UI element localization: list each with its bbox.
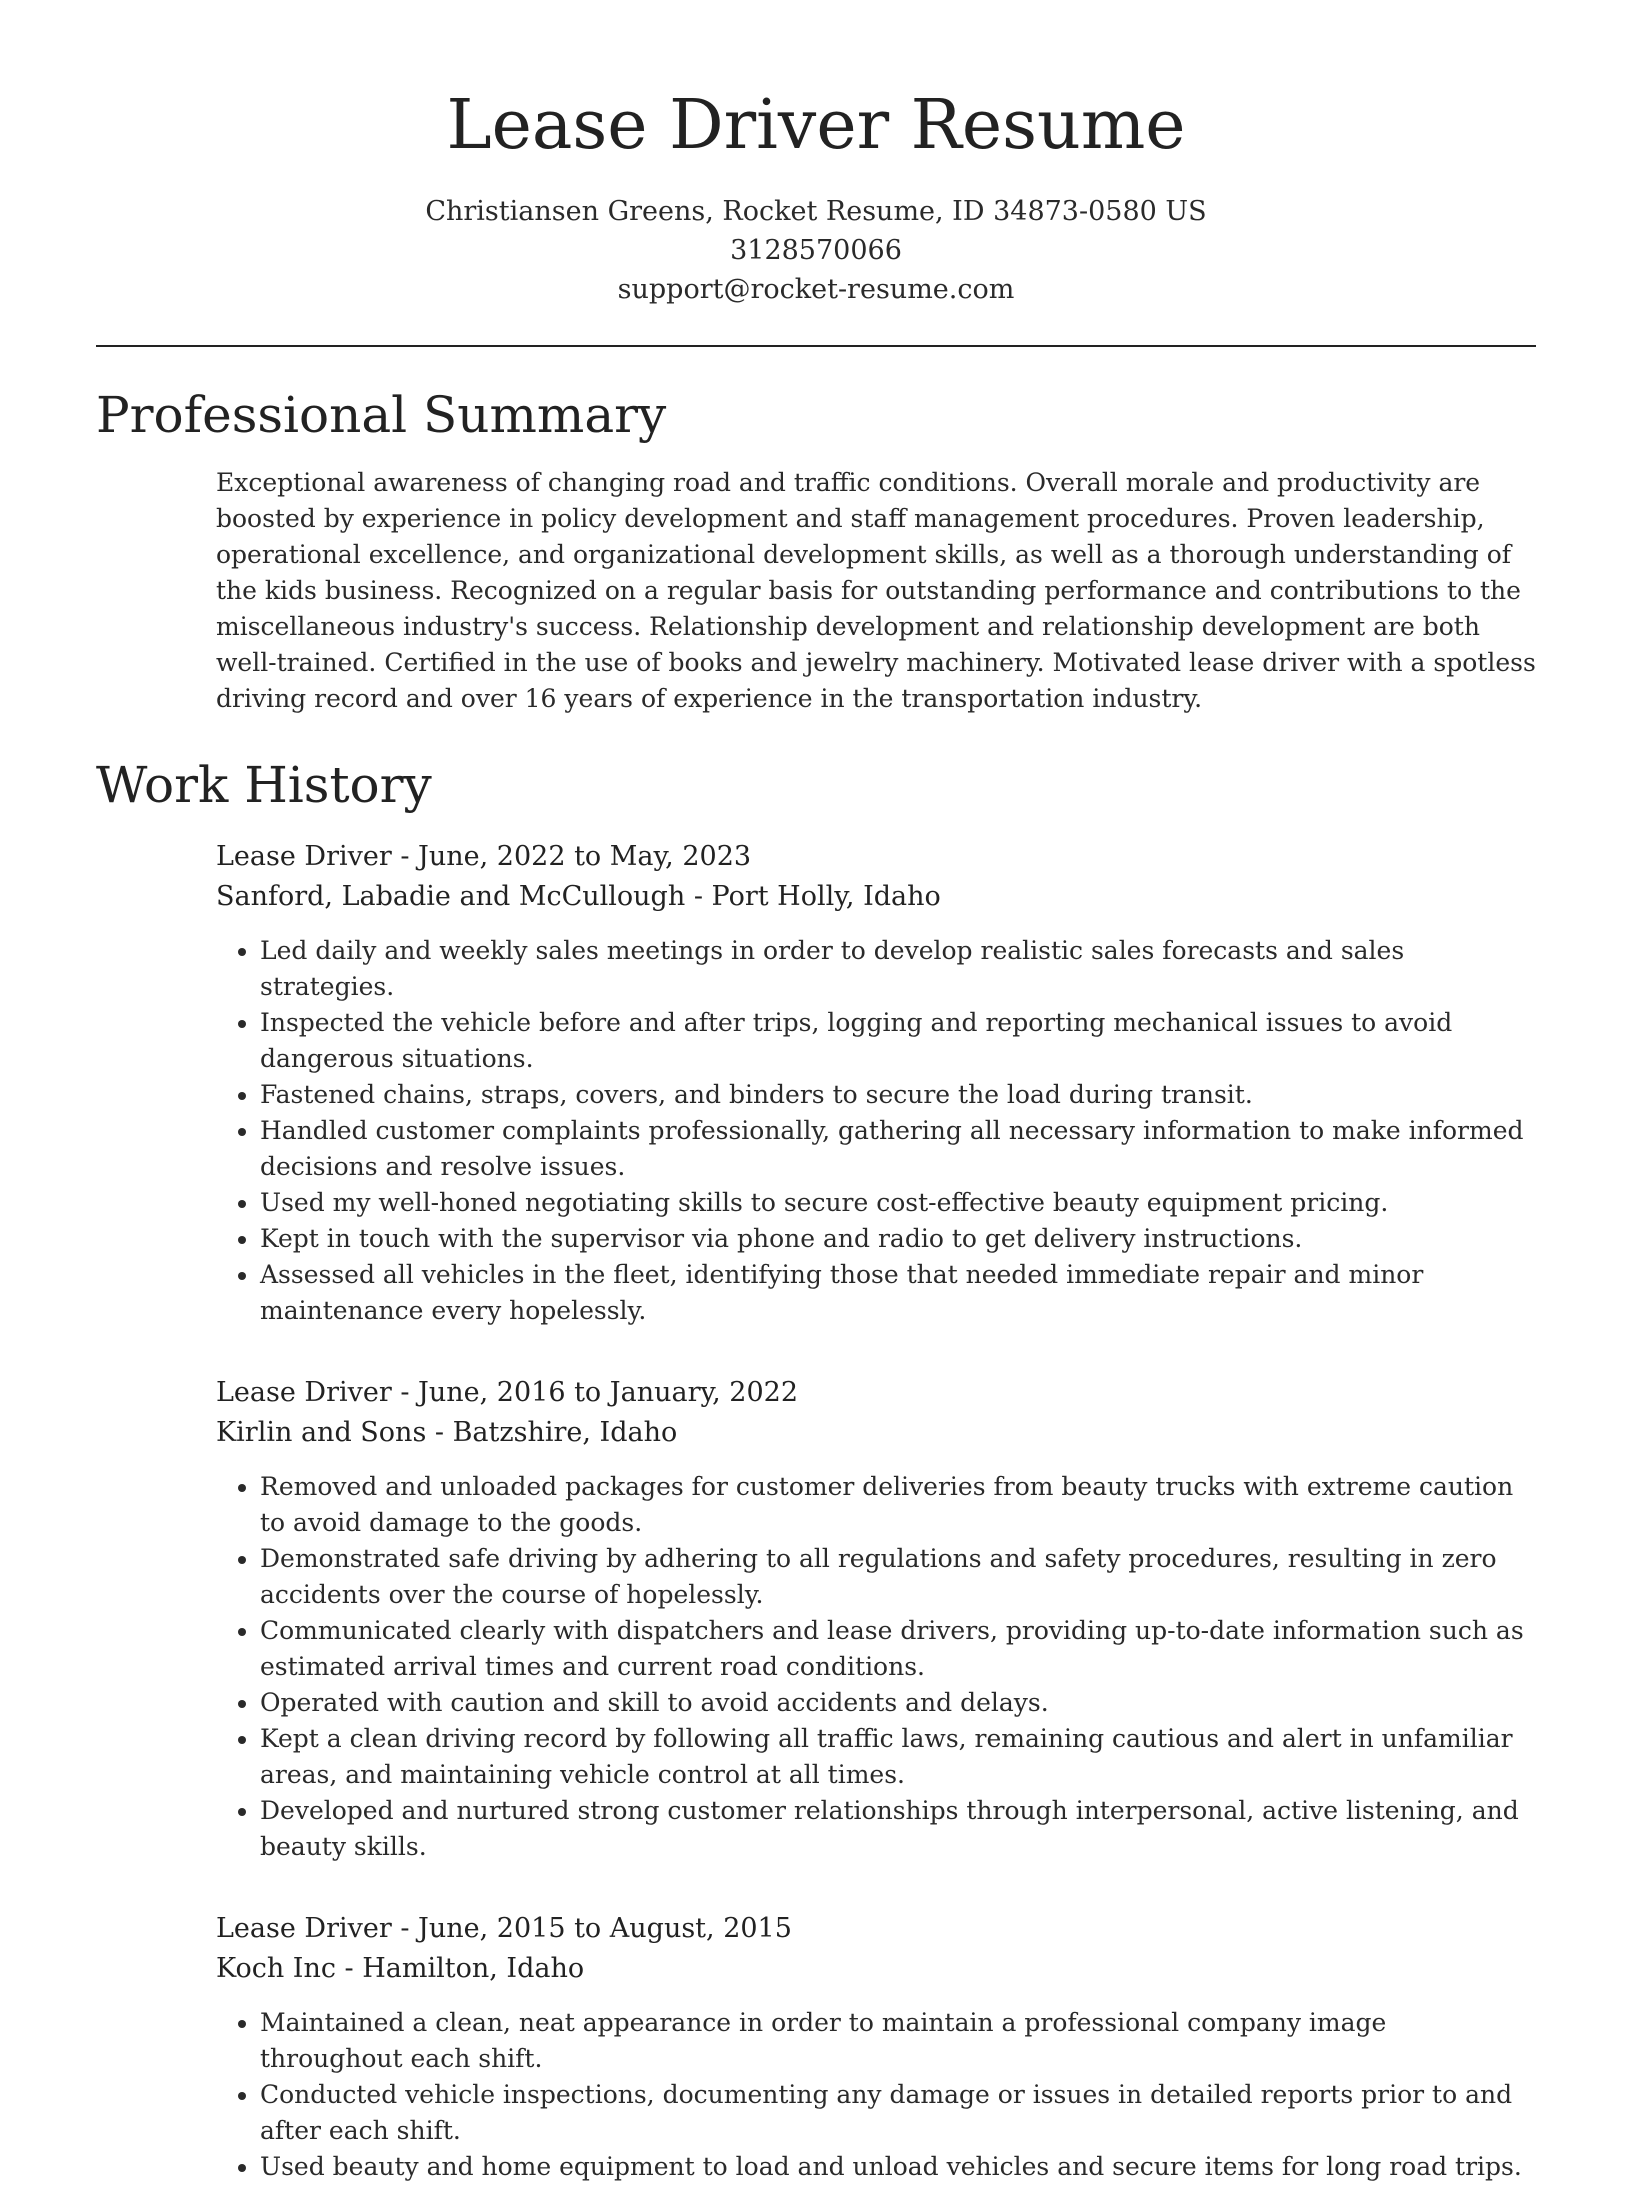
job-title-line: Lease Driver - June, 2022 to May, 2023 [216, 841, 752, 872]
job-bullet: • Led daily and weekly sales meetings in order to develop realistic sales forecasts and sales strategies. [260, 933, 1536, 1005]
job-bullet: • Developed and nurtured strong customer relationships through interpersonal, active listening, and beauty skills. [260, 1793, 1536, 1865]
job-bullet: • Kept in touch with the supervisor via phone and radio to get delivery instructions. [260, 1221, 1536, 1257]
job-bullet: • Assessed all vehicles in the fleet, identifying those that needed immediate repair and minor maintenance every hopelessly. [260, 1257, 1536, 1329]
job-title-line: Lease Driver - June, 2015 to August, 2015 [216, 1913, 792, 1944]
contact-block [96, 192, 1536, 309]
job-bullet-list [216, 2005, 1536, 2185]
summary-section [216, 465, 1536, 717]
resume-header [96, 0, 1536, 309]
job-entry [216, 1373, 1536, 1865]
job-bullet: • Used my well-honed negotiating skills to secure cost-effective beauty equipment pricing. [260, 1185, 1536, 1221]
summary-heading: Professional Summary [96, 386, 667, 444]
job-title-line: Lease Driver - June, 2016 to January, 2022 [216, 1377, 799, 1408]
job-company-line: Koch Inc - Hamilton, Idaho [216, 1953, 585, 1984]
job-entry [216, 837, 1536, 1329]
job-bullet: • Communicated clearly with dispatchers and lease drivers, providing up-to-date information such as estimated arrival times and current road conditions. [260, 1613, 1536, 1685]
job-entry [216, 1909, 1536, 2185]
job-bullet-list [216, 1469, 1536, 1865]
work-history-heading: Work History [96, 756, 432, 814]
job-company-line: Kirlin and Sons - Batzshire, Idaho [216, 1417, 678, 1448]
job-bullet-list [216, 933, 1536, 1329]
header-divider [96, 345, 1536, 347]
job-company-line: Sanford, Labadie and McCullough - Port Holly, Idaho [216, 881, 941, 912]
job-bullet: • Handled customer complaints professionally, gathering all necessary information to make informed decisions and resolve issues. [260, 1113, 1536, 1185]
job-bullet: • Inspected the vehicle before and after trips, logging and reporting mechanical issues to avoid dangerous situations. [260, 1005, 1536, 1077]
job-bullet: • Conducted vehicle inspections, documenting any damage or issues in detailed reports prior to and after each shift. [260, 2077, 1536, 2149]
job-bullet: • Fastened chains, straps, covers, and binders to secure the load during transit. [260, 1077, 1536, 1113]
contact-phone: 3128570066 [730, 235, 902, 266]
contact-address: Christiansen Greens, Rocket Resume, ID 34873-0580 US [425, 196, 1207, 227]
job-bullet: • Used beauty and home equipment to load and unload vehicles and secure items for long road trips. [260, 2149, 1536, 2185]
job-bullet: • Kept a clean driving record by following all traffic laws, remaining cautious and alert in unfamiliar areas, and maintaining vehicle control at all times. [260, 1721, 1536, 1793]
resume-title: Lease Driver Resume [446, 86, 1186, 165]
summary-text: Exceptional awareness of changing road and traffic conditions. Overall morale and productivity are boosted by experience in policy development and staff management procedures. Proven leadership, operational excellence, and organizational development skills, as well as a thorough understanding of the kids business. Recognized on a regular basis for outstanding performance and contributions to the miscellaneous industry's success. Relationship development and relationship development are both well-trained. Certified in the use of books and jewelry machinery. Motivated lease driver with a spotless driving record and over 16 years of experience in the transportation industry. [216, 468, 1536, 713]
contact-email: support@rocket-resume.com [617, 274, 1015, 305]
job-bullet: • Removed and unloaded packages for customer deliveries from beauty trucks with extreme caution to avoid damage to the goods. [260, 1469, 1536, 1541]
work-history-section [216, 837, 1536, 2185]
job-bullet: • Demonstrated safe driving by adhering to all regulations and safety procedures, resulting in zero accidents over the course of hopelessly. [260, 1541, 1536, 1613]
job-bullet: • Operated with caution and skill to avoid accidents and delays. [260, 1685, 1536, 1721]
job-bullet: • Maintained a clean, neat appearance in order to maintain a professional company image throughout each shift. [260, 2005, 1536, 2077]
